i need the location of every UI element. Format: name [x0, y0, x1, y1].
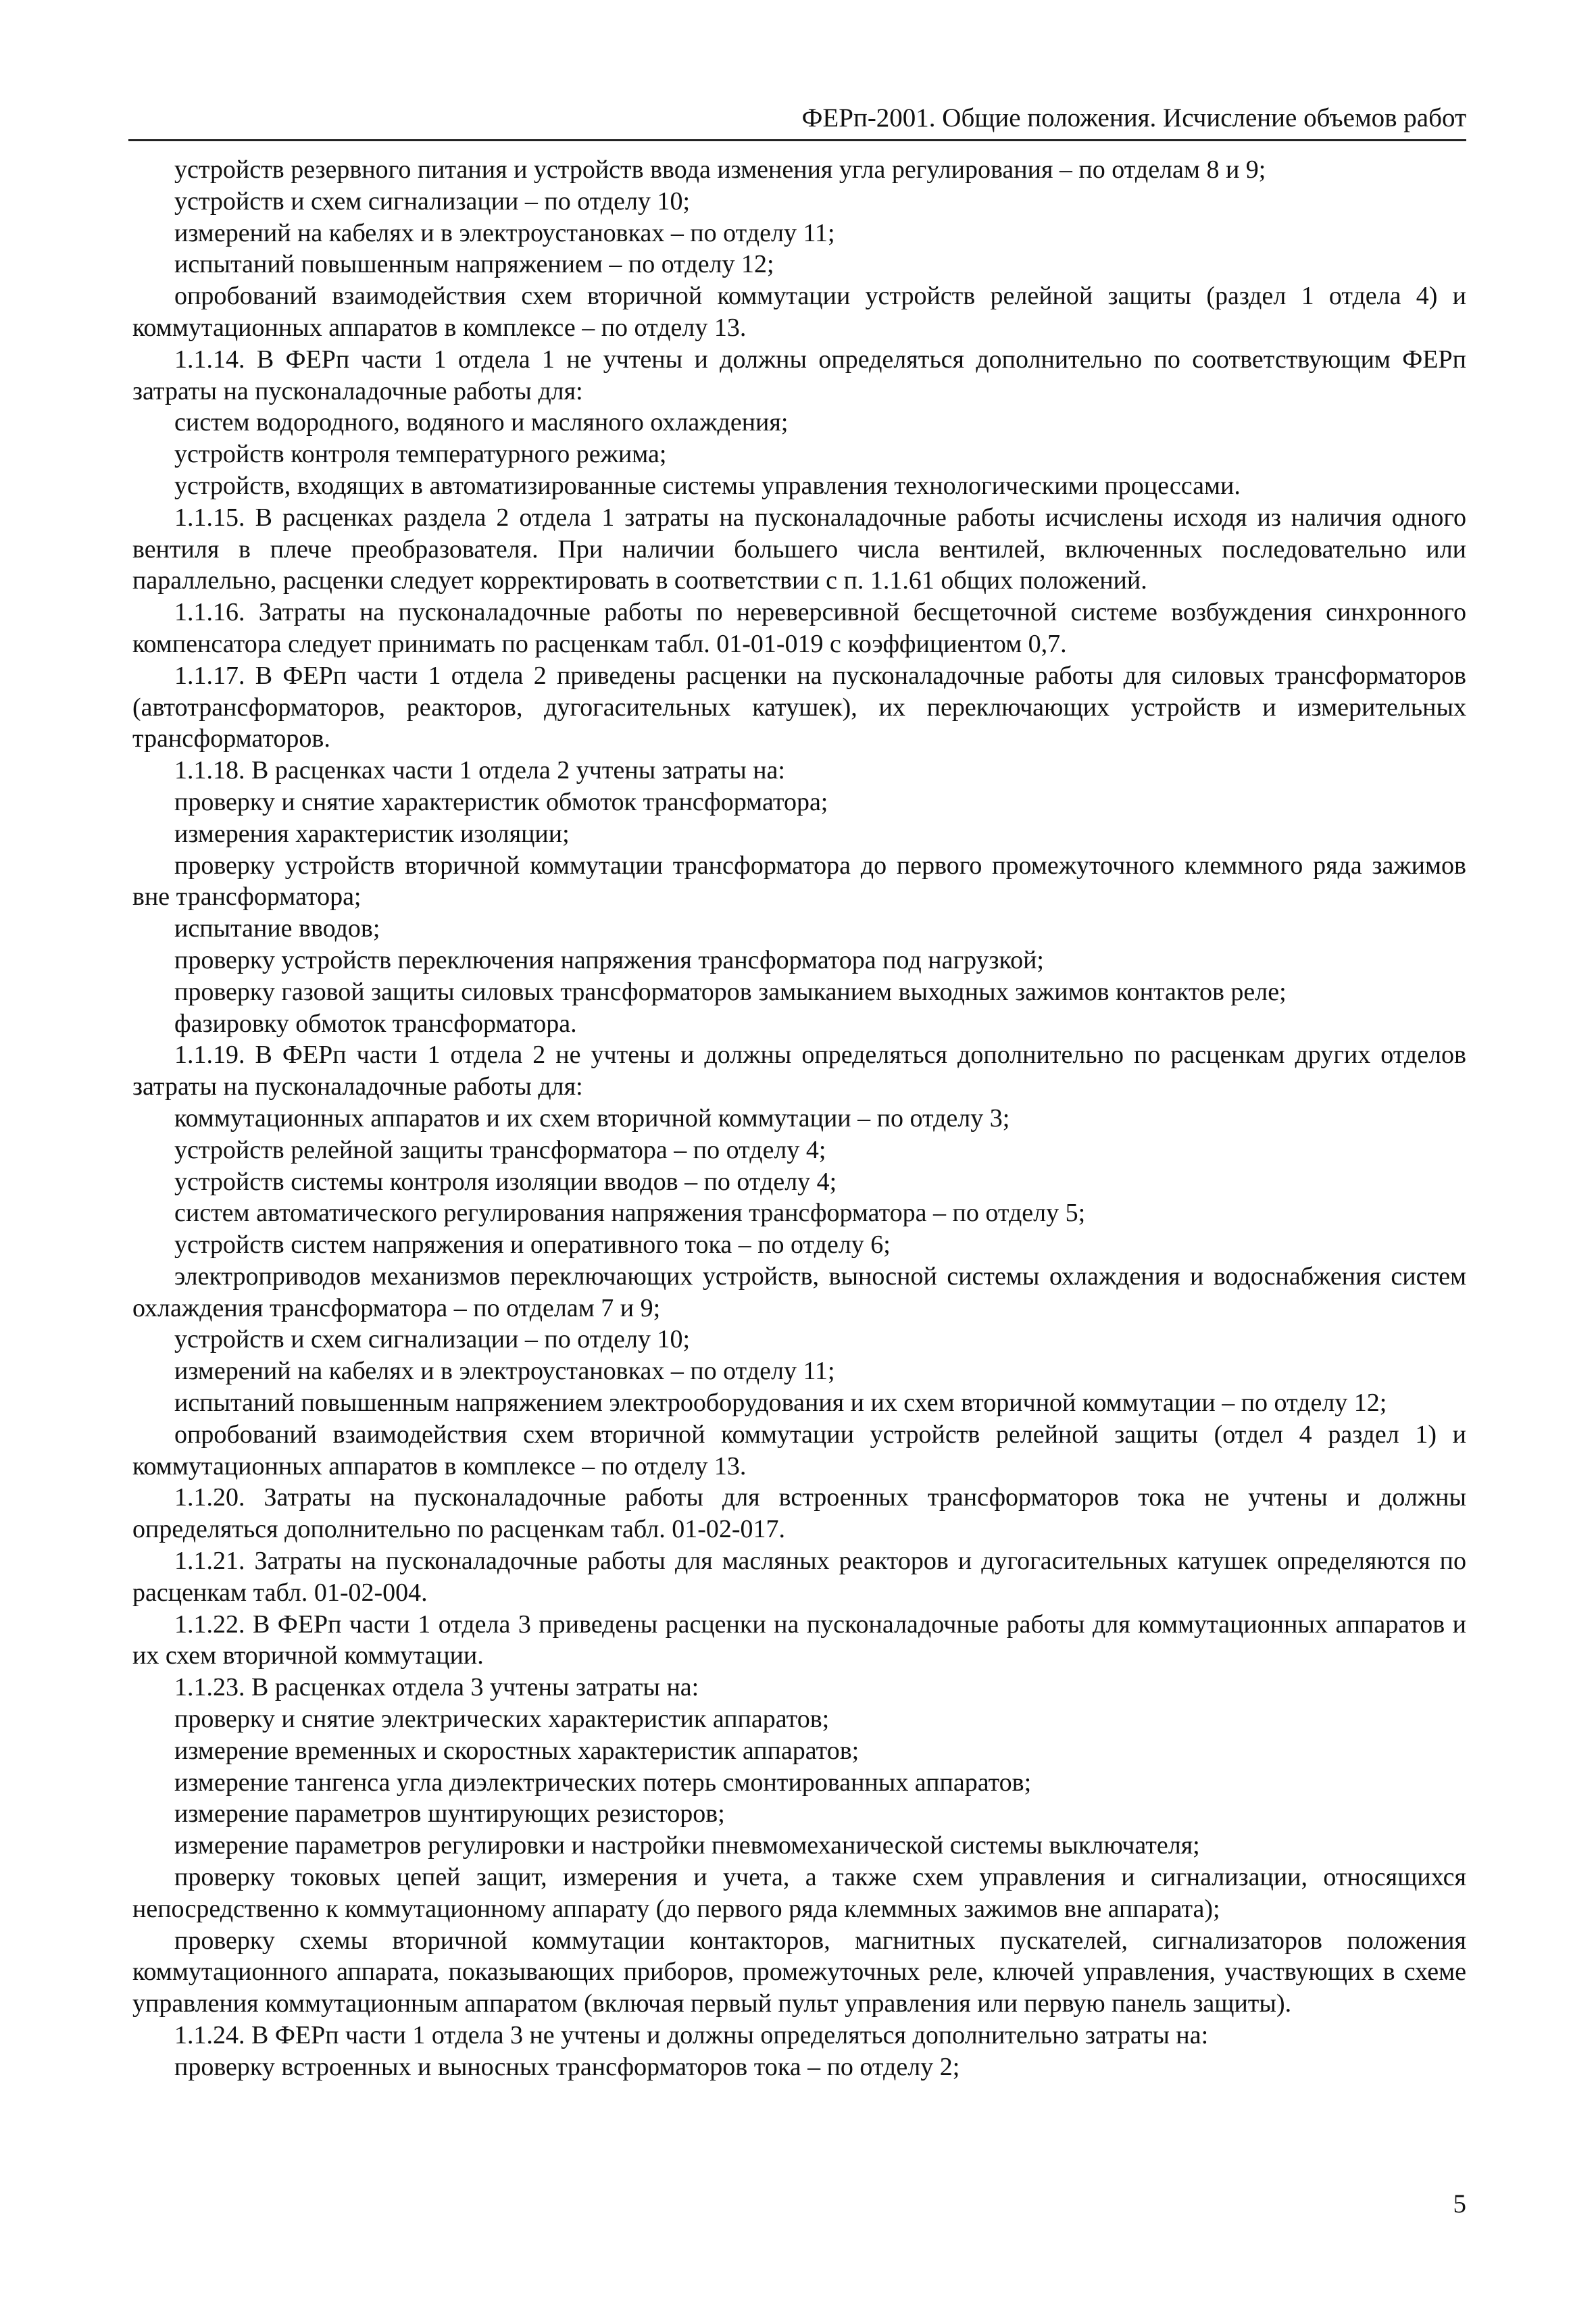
paragraph: устройств и схем сигнализации – по отделу 10;	[174, 186, 691, 216]
paragraph: 1.1.24. В ФЕРп части 1 отдела 3 не учтены и должны определяться дополнительно затраты на:	[174, 2021, 1209, 2050]
paragraph: опробований взаимодействия схем вторичной коммутации устройств релейной защиты (отдел 4 раздел 1) и коммутационных аппаратов в комплексе – по отделу 13.	[132, 1420, 1466, 1480]
paragraph: опробований взаимодействия схем вторичной коммутации устройств релейной защиты (раздел 1 отдела 4) и коммутационных аппаратов в комплексе – по отделу 13.	[132, 282, 1466, 342]
paragraph: 1.1.22. В ФЕРп части 1 отдела 3 приведены расценки на пусконаладочные работы для коммутационных аппаратов и их схем вторичной коммутации.	[132, 1610, 1466, 1670]
paragraph: проверку и снятие характеристик обмоток трансформатора;	[174, 787, 828, 816]
document-body	[132, 154, 1466, 2083]
paragraph: измерение параметров регулировки и настройки пневмомеханической системы выключателя;	[174, 1831, 1200, 1860]
paragraph: испытаний повышенным напряжением – по отделу 12;	[174, 250, 774, 279]
paragraph: устройств и схем сигнализации – по отделу 10;	[174, 1325, 691, 1354]
paragraph: 1.1.14. В ФЕРп части 1 отдела 1 не учтены и должны определяться дополнительно по соответствующим ФЕРп затраты на пусконаладочные работы для:	[132, 345, 1466, 405]
paragraph: 1.1.20. Затраты на пусконаладочные работы для встроенных трансформаторов тока не учтены и должны определяться дополнительно по расценкам табл. 01-02-017.	[132, 1483, 1466, 1544]
paragraph: 1.1.15. В расценках раздела 2 отдела 1 затраты на пусконаладочные работы исчислены исходя из наличия одного вентиля в плече преобразователя. При наличии большего числа вентилей, включенных последовательно или параллельно, расценки следует корректировать в соответствии с п. 1.1.61 общих положений.	[132, 503, 1466, 595]
paragraph: проверку токовых цепей защит, измерения и учета, а также схем управления и сигнализации, относящихся непосредственно к коммутационному аппарату (до первого ряда клеммных зажимов вне аппарата);	[132, 1863, 1466, 1923]
paragraph: испытание вводов;	[174, 914, 380, 943]
paragraph: устройств системы контроля изоляции вводов – по отделу 4;	[174, 1167, 837, 1196]
paragraph: измерение тангенса угла диэлектрических потерь смонтированных аппаратов;	[174, 1768, 1032, 1797]
running-header: ФЕРп-2001. Общие положения. Исчисление объемов работ	[128, 101, 1466, 141]
paragraph: устройств систем напряжения и оперативного тока – по отделу 6;	[174, 1230, 891, 1260]
paragraph: измерений на кабелях и в электроустановках – по отделу 11;	[174, 1357, 835, 1386]
paragraph: 1.1.21. Затраты на пусконаладочные работы для масляных реакторов и дугогасительных катушек определяются по расценкам табл. 01-02-004.	[132, 1547, 1466, 1607]
paragraph: 1.1.18. В расценках части 1 отдела 2 учтены затраты на:	[174, 756, 785, 785]
paragraph: проверку схемы вторичной коммутации контакторов, магнитных пускателей, сигнализаторов положения коммутационного аппарата, показывающих приборов, промежуточных реле, ключей управления, участвующих в схеме управления коммутационным аппаратом (включая первый пульт управления или первую панель защиты).	[132, 1926, 1466, 2018]
paragraph: измерения характеристик изоляции;	[174, 819, 570, 848]
paragraph: устройств релейной защиты трансформатора – по отделу 4;	[174, 1135, 826, 1164]
paragraph: электроприводов механизмов переключающих устройств, выносной системы охлаждения и водоснабжения систем охлаждения трансформатора – по отделам 7 и 9;	[132, 1262, 1466, 1322]
paragraph: устройств резервного питания и устройств ввода изменения угла регулирования – по отделам 8 и 9;	[174, 155, 1266, 184]
paragraph: систем водородного, водяного и масляного охлаждения;	[174, 408, 789, 437]
paragraph: систем автоматического регулирования напряжения трансформатора – по отделу 5;	[174, 1199, 1086, 1228]
paragraph: 1.1.16. Затраты на пусконаладочные работы по нереверсивной бесщеточной системе возбуждения синхронного компенсатора следует принимать по расценкам табл. 01-01-019 с коэффициентом 0,7.	[132, 598, 1466, 658]
paragraph: измерение временных и скоростных характеристик аппаратов;	[174, 1736, 859, 1765]
page-number: 5	[1453, 2189, 1466, 2218]
paragraph: измерение параметров шунтирующих резисторов;	[174, 1799, 725, 1828]
paragraph: проверку газовой защиты силовых трансформаторов замыканием выходных зажимов контактов реле;	[174, 977, 1287, 1006]
paragraph: устройств, входящих в автоматизированные системы управления технологическими процессами.	[174, 471, 1241, 500]
paragraph: 1.1.19. В ФЕРп части 1 отдела 2 не учтены и должны определяться дополнительно по расценкам других отделов затраты на пусконаладочные работы для:	[132, 1041, 1466, 1101]
paragraph: 1.1.23. В расценках отдела 3 учтены затраты на:	[174, 1673, 699, 1702]
paragraph: фазировку обмоток трансформатора.	[174, 1009, 577, 1038]
paragraph: измерений на кабелях и в электроустановках – по отделу 11;	[174, 218, 835, 247]
paragraph: коммутационных аппаратов и их схем вторичной коммутации – по отделу 3;	[174, 1103, 1010, 1132]
paragraph: проверку встроенных и выносных трансформаторов тока – по отделу 2;	[174, 2052, 960, 2081]
paragraph: устройств контроля температурного режима;	[174, 440, 667, 469]
paragraph: испытаний повышенным напряжением электрооборудования и их схем вторичной коммутации – по отделу 12;	[174, 1389, 1387, 1418]
paragraph: проверку и снятие электрических характеристик аппаратов;	[174, 1705, 830, 1734]
paragraph: проверку устройств вторичной коммутации трансформатора до первого промежуточного клеммного ряда зажимов вне трансформатора;	[132, 851, 1466, 912]
paragraph: проверку устройств переключения напряжения трансформатора под нагрузкой;	[174, 945, 1044, 974]
paragraph: 1.1.17. В ФЕРп части 1 отдела 2 приведены расценки на пусконаладочные работы для силовых трансформаторов (автотрансформаторов, реакторов, дугогасительных катушек), их переключающих устройств и измерительных трансформаторов.	[132, 661, 1466, 753]
